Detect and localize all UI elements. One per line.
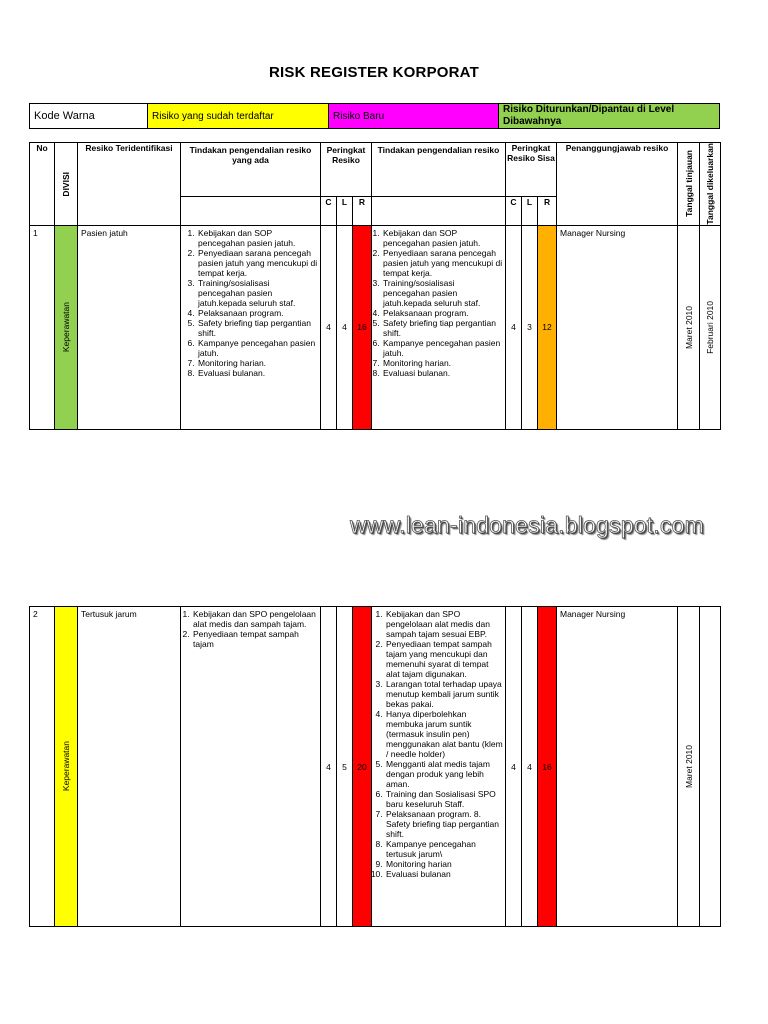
row-resiko: Pasien jatuh: [78, 225, 181, 429]
header-c: C: [321, 197, 337, 226]
row-divisi: Keperawatan: [55, 225, 78, 429]
row-tanggal-dikeluarkan: Februari 2010: [700, 225, 721, 429]
table-row: [30, 607, 721, 927]
row-divisi: Keperawatan: [55, 607, 78, 927]
header-blank-1: [181, 197, 321, 226]
row-r2: 16: [538, 607, 557, 927]
header-tanggal-tinjauan: Tanggal tinjauan: [678, 143, 700, 226]
row-resiko: Tertusuk jarum: [78, 607, 181, 927]
row-tanggal-tinjauan: Maret 2010: [678, 607, 700, 927]
list-tindakan-ada-1: 1. Kebijakan dan SOP pencegahan pasien jatuh. 2. Penyediaan sarana pencegah pasien jatuh yang mencukupi di tempat kerja. 3. Training/sosialisasi pencegahan pasien jatuh.kepada seluruh staf. 4. Pelaksanaan program. 5. Safety briefing tiap pergantian shift. 6. Kampanye pencegahan pasien jatuh. 7. Monitoring harian. 8. Evaluasi bulanan.: [181, 228, 320, 378]
header-tanggal-dikeluarkan: Tanggal dikeluarkan: [700, 143, 721, 226]
list-tindakan-ada-2: 1. Kebijakan dan SPO pengelolaan alat medis dan sampah tajam. 2. Penyediaan tempat sampah tajam: [181, 609, 320, 649]
header-r: R: [353, 197, 372, 226]
header-divisi: DIVISI: [55, 143, 78, 226]
header-peringkat-sisa: Peringkat Resiko Sisa: [506, 143, 557, 197]
header-l2: L: [522, 197, 538, 226]
color-legend: [29, 103, 720, 129]
legend-label: Kode Warna: [30, 104, 148, 128]
row-tindakan: [372, 225, 506, 429]
row-c: 4: [321, 607, 337, 927]
row-penanggung: Manager Nursing: [557, 225, 678, 429]
legend-yellow: Risiko yang sudah terdaftar: [148, 104, 329, 128]
row-tindakan: [372, 607, 506, 927]
list-tindakan-2: 1. Kebijakan dan SPO pengelolaan alat medis dan sampah tajam sesuai EBP. 2. Penyediaan tempat sampah tajam yang mencukupi dan memenuhi syarat di tempat alat tajam digunakan. 3. Larangan total terhadap upaya menutup kembali jarum suntik bekas pakai. 4. Hanya diperbolehkan membuka jarum suntik (termasuk insulin pen) menggunakan alat bantu (klem / needle holder) 5. Mengganti alat medis tajam dengan produk yang lebih aman. 6. Training dan Sosialisasi SPO baru keseluruh Staff. 7. Pelaksanaan program. 8. Safety briefing tiap pergantian shift. 8. Kampanye pencegahan tertusuk jarum\ 9. Monitoring harian 10. Evaluasi bulanan: [372, 609, 505, 879]
header-r2: R: [538, 197, 557, 226]
row-c2: 4: [506, 607, 522, 927]
list-tindakan-1: 1. Kebijakan dan SOP pencegahan pasien jatuh. 2. Penyediaan sarana pencegah pasien jatuh yang mencukupi di tempat kerja. 3. Training/sosialisasi pencegahan pasien jatuh.kepada seluruh staf. 4. Pelaksanaan program. 5. Safety briefing tiap pergantian shift. 6. Kampanye pencegahan pasien jatuh. 7. Monitoring harian. 8. Evaluasi bulanan.: [372, 228, 505, 378]
row-l2: 3: [522, 225, 538, 429]
header-tindakan-ada: Tindakan pengendalian resiko yang ada: [181, 143, 321, 197]
row-tindakan-ada: [181, 225, 321, 429]
watermark: www.lean-indonesia.blogspot.com: [350, 512, 704, 538]
row-c: 4: [321, 225, 337, 429]
header-tindakan: Tindakan pengendalian resiko: [372, 143, 506, 197]
row-tindakan-ada: [181, 607, 321, 927]
row-tanggal-dikeluarkan: [700, 607, 721, 927]
row-no: 2: [30, 607, 55, 927]
row-no: 1: [30, 225, 55, 429]
header-no: No: [30, 143, 55, 226]
header-blank-2: [372, 197, 506, 226]
header-c2: C: [506, 197, 522, 226]
header-peringkat: Peringkat Resiko: [321, 143, 372, 197]
row-l2: 4: [522, 607, 538, 927]
row-penanggung: Manager Nursing: [557, 607, 678, 927]
header-l: L: [337, 197, 353, 226]
risk-table-2: [29, 606, 721, 927]
page-title: RISK REGISTER KORPORAT: [269, 64, 479, 81]
risk-table-1: [29, 142, 721, 430]
legend-pink: Risiko Baru: [329, 104, 499, 128]
row-tanggal-tinjauan: Maret 2010: [678, 225, 700, 429]
row-l: 4: [337, 225, 353, 429]
row-c2: 4: [506, 225, 522, 429]
row-l: 5: [337, 607, 353, 927]
header-resiko: Resiko Teridentifikasi: [78, 143, 181, 226]
table-row: [30, 225, 721, 429]
header-penanggung: Penanggungjawab resiko: [557, 143, 678, 226]
row-r2: 12: [538, 225, 557, 429]
row-r: 20: [353, 607, 372, 927]
legend-green: Risiko Diturunkan/Dipantau di Level Dibawahnya: [499, 104, 719, 128]
row-r: 16: [353, 225, 372, 429]
